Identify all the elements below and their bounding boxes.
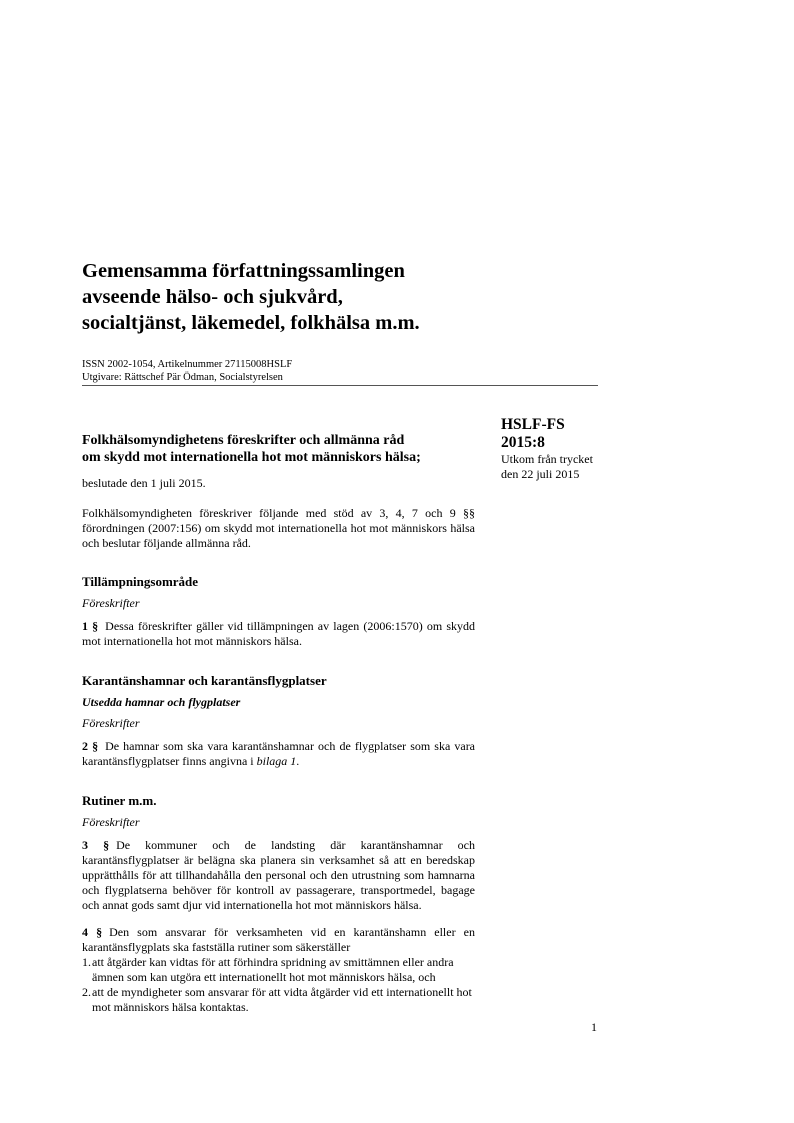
sidebar-margin [501, 416, 611, 482]
paragraph-3: 3 § De kommuner och de landsting där karantänshamnar och karantänsflygplatser är belägna ska planera sin verksamhet så att en beredskap upprätthålls för att tillhandahålla den personal och den utrustning som hamnarna och flygplatserna behöver för kontroll av passagerare, transportmedel, bagage och annat gods samt djur vid internationella hot mot människors hälsa. [82, 838, 475, 912]
document-title: Folkhälsomyndighetens föreskrifter och allmänna råd om skydd mot internationella hot mot människors hälsa; [82, 433, 421, 465]
paragraph-number: 1 § [82, 619, 99, 633]
decision-date: beslutade den 1 juli 2015. [82, 476, 206, 490]
series-code: HSLF-FS [501, 416, 565, 433]
issn-line: ISSN 2002-1054, Artikelnummer 27115008HSLF [82, 359, 293, 370]
section-subheading: Utsedda hamnar och flygplatser [82, 695, 241, 709]
header-divider [82, 385, 598, 386]
paragraph-number: 4 § [82, 925, 103, 939]
section-heading: Tillämpningsområde [82, 574, 199, 589]
regulations-label: Föreskrifter [82, 815, 140, 829]
paragraph-number: 3 § [82, 838, 110, 852]
paragraph-2: 2 § De hamnar som ska vara karantänshamnar och de flygplatser som ska vara karantänsflygplatser finns angivna i bilaga 1. [82, 739, 476, 768]
issued-note-line2: den 22 juli 2015 [501, 467, 580, 481]
paragraph-1: 1 § Dessa föreskrifter gäller vid tillämpningen av lagen (2006:1570) om skydd mot internationella hot mot människors hälsa. [82, 619, 476, 648]
section-quarantine [82, 673, 475, 769]
page-number: 1 [591, 1020, 597, 1034]
section-scope [82, 574, 475, 649]
issued-note-line1: Utkom från trycket [501, 452, 593, 466]
section-heading: Karantänshamnar och karantänsflygplatser [82, 673, 327, 688]
regulations-label: Föreskrifter [82, 596, 140, 610]
publication-title: Gemensamma författningssamlingen avseende hälso- och sjukvård, socialtjänst, läkemedel, folkhälsa m.m. [82, 260, 420, 334]
list-item: 1. att åtgärder kan vidtas för att förhindra spridning av smittämnen eller andra ämnen som kan utgöra ett internationellt hot mot människors hälsa, och [82, 955, 454, 984]
paragraph-4: 4 § Den som ansvarar för verksamheten vid en karantänshamn eller en karantänsflygplats ska fastställa rutiner som säkerställer [82, 925, 475, 954]
requirement-list [82, 955, 475, 1015]
list-item: 2. att de myndigheter som ansvarar för att vidta åtgärder vid ett internationellt hot mot människors hälsa kontaktas. [82, 985, 472, 1014]
intro-paragraph: Folkhälsomyndigheten föreskriver följande med stöd av 3, 4, 7 och 9 §§ förordningen (2007:156) om skydd mot internationella hot mot människors hälsa och beslutar följande allmänna råd. [82, 506, 475, 550]
paragraph-number: 2 § [82, 739, 99, 753]
document-body [82, 432, 475, 1015]
publisher-line: Utgivare: Rättschef Pär Ödman, Socialstyrelsen [82, 372, 283, 383]
series-number: 2015:8 [501, 434, 545, 451]
regulations-label: Föreskrifter [82, 716, 140, 730]
section-routines [82, 793, 475, 1015]
appendix-reference: bilaga 1 [256, 754, 297, 768]
section-heading: Rutiner m.m. [82, 793, 157, 808]
